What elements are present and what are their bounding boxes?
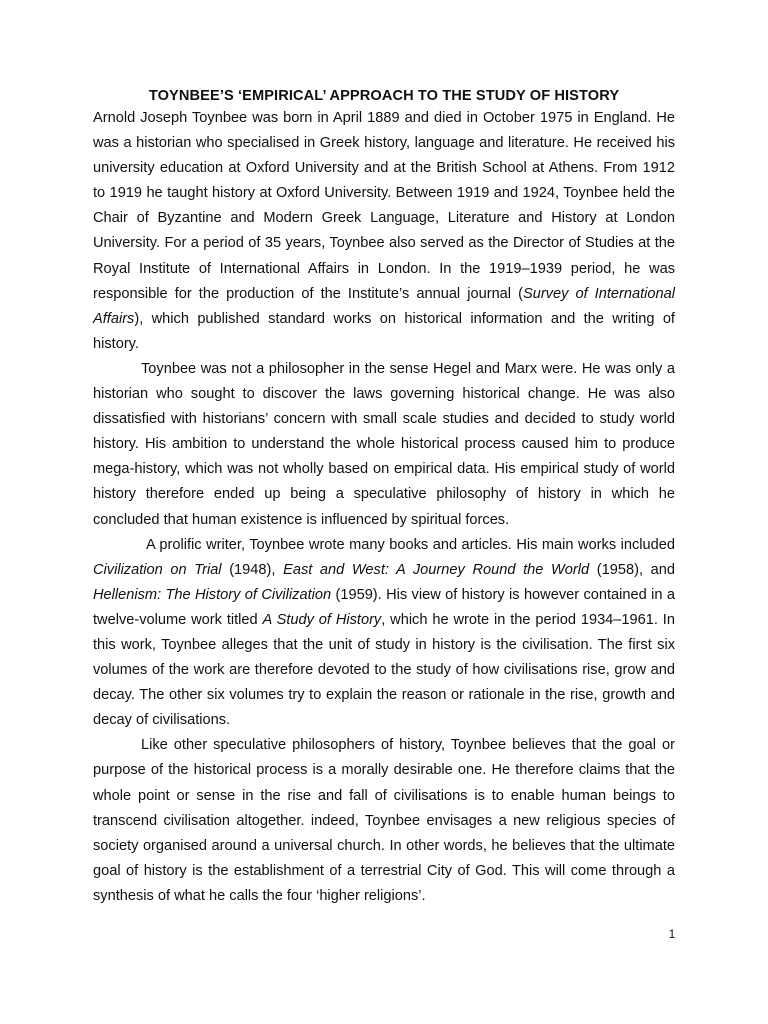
paragraph-text: A prolific writer, Toynbee wrote many books and articles. His main works included — [146, 536, 675, 553]
paragraph-text: Toynbee was not a philosopher in the sense Hegel and Marx were. He was only a historian who sought to discover the laws governing historical change. He was also dissatisfied with historians’ concern with small scale studies and decided to study world history. His ambition to understand the whole historical process caused him to produce mega-history, which was not wholly based on empirical data. His empirical study of world history therefore ended up being a speculative philosophy of history in which he concluded that human existence is influenced by spiritual forces. — [93, 360, 675, 528]
paragraph-text: Arnold Joseph Toynbee was born in April 1889 and died in October 1975 in England. He was a historian who specialised in Greek history, language and literature. He received his university education at Oxford University and at the British School at Athens. From 1912 to 1919 he taught history at Oxford University. Between 1919 and 1924, Toynbee held the Chair of Byzantine and Modern Greek Language, Literature and History at London University. For a period of 35 years, Toynbee also served as the Director of Studies at the Royal Institute of International Affairs in London. In the 1919–1939 period, he was responsible for the production of the Institute’s annual journal ( — [93, 110, 675, 302]
book-title: East and West: A Journey Round the World — [283, 561, 590, 578]
paragraph-biography — [93, 106, 675, 357]
paragraph-philosophy — [93, 357, 675, 533]
paragraph-text: (1958), and — [589, 561, 676, 578]
paragraph-text: Like other speculative philosophers of history, Toynbee believes that the goal or purpose of the historical process is a morally desirable one. He therefore claims that the whole point or sense in the rise and fall of civilisations is to enable human beings to transcend civilisation altogether. indeed, Toynbee envisages a new religious species of society organised around a universal church. In other words, he believes that the ultimate goal of history is the establishment of a terrestrial City of God. This will come through a synthesis of what he calls the four ‘higher religions’. — [93, 737, 675, 904]
document-title: TOYNBEE’S ‘EMPIRICAL’ APPROACH TO THE STUDY OF HISTORY — [148, 88, 620, 104]
book-title: A Study of History — [262, 611, 382, 628]
paragraph-text: (1948), — [221, 561, 284, 578]
paragraph-text: ), which published standard works on historical information and the writing of history. — [93, 310, 675, 352]
paragraph-text: , which he wrote in the period 1934–1961. In this work, Toynbee alleges that the unit of study in history is the civilisation. The first six volumes of the work are therefore devoted to the study of how civilisations rise, grow and decay. The other six volumes try to explain the reason or rationale in the rise, growth and decay of civilisations. — [93, 611, 675, 729]
paragraph-text: (1959). His view of history is however contained in a twelve-volume work titled — [93, 586, 675, 628]
page-number: 1 — [668, 927, 676, 941]
paragraph-goal-of-history — [93, 733, 675, 909]
book-title: Hellenism: The History of Civilization — [93, 586, 332, 603]
journal-title: Survey of International Affairs — [93, 285, 675, 327]
book-title: Civilization on Trial — [93, 561, 222, 578]
paragraph-works — [93, 533, 675, 734]
document-body — [93, 86, 675, 909]
